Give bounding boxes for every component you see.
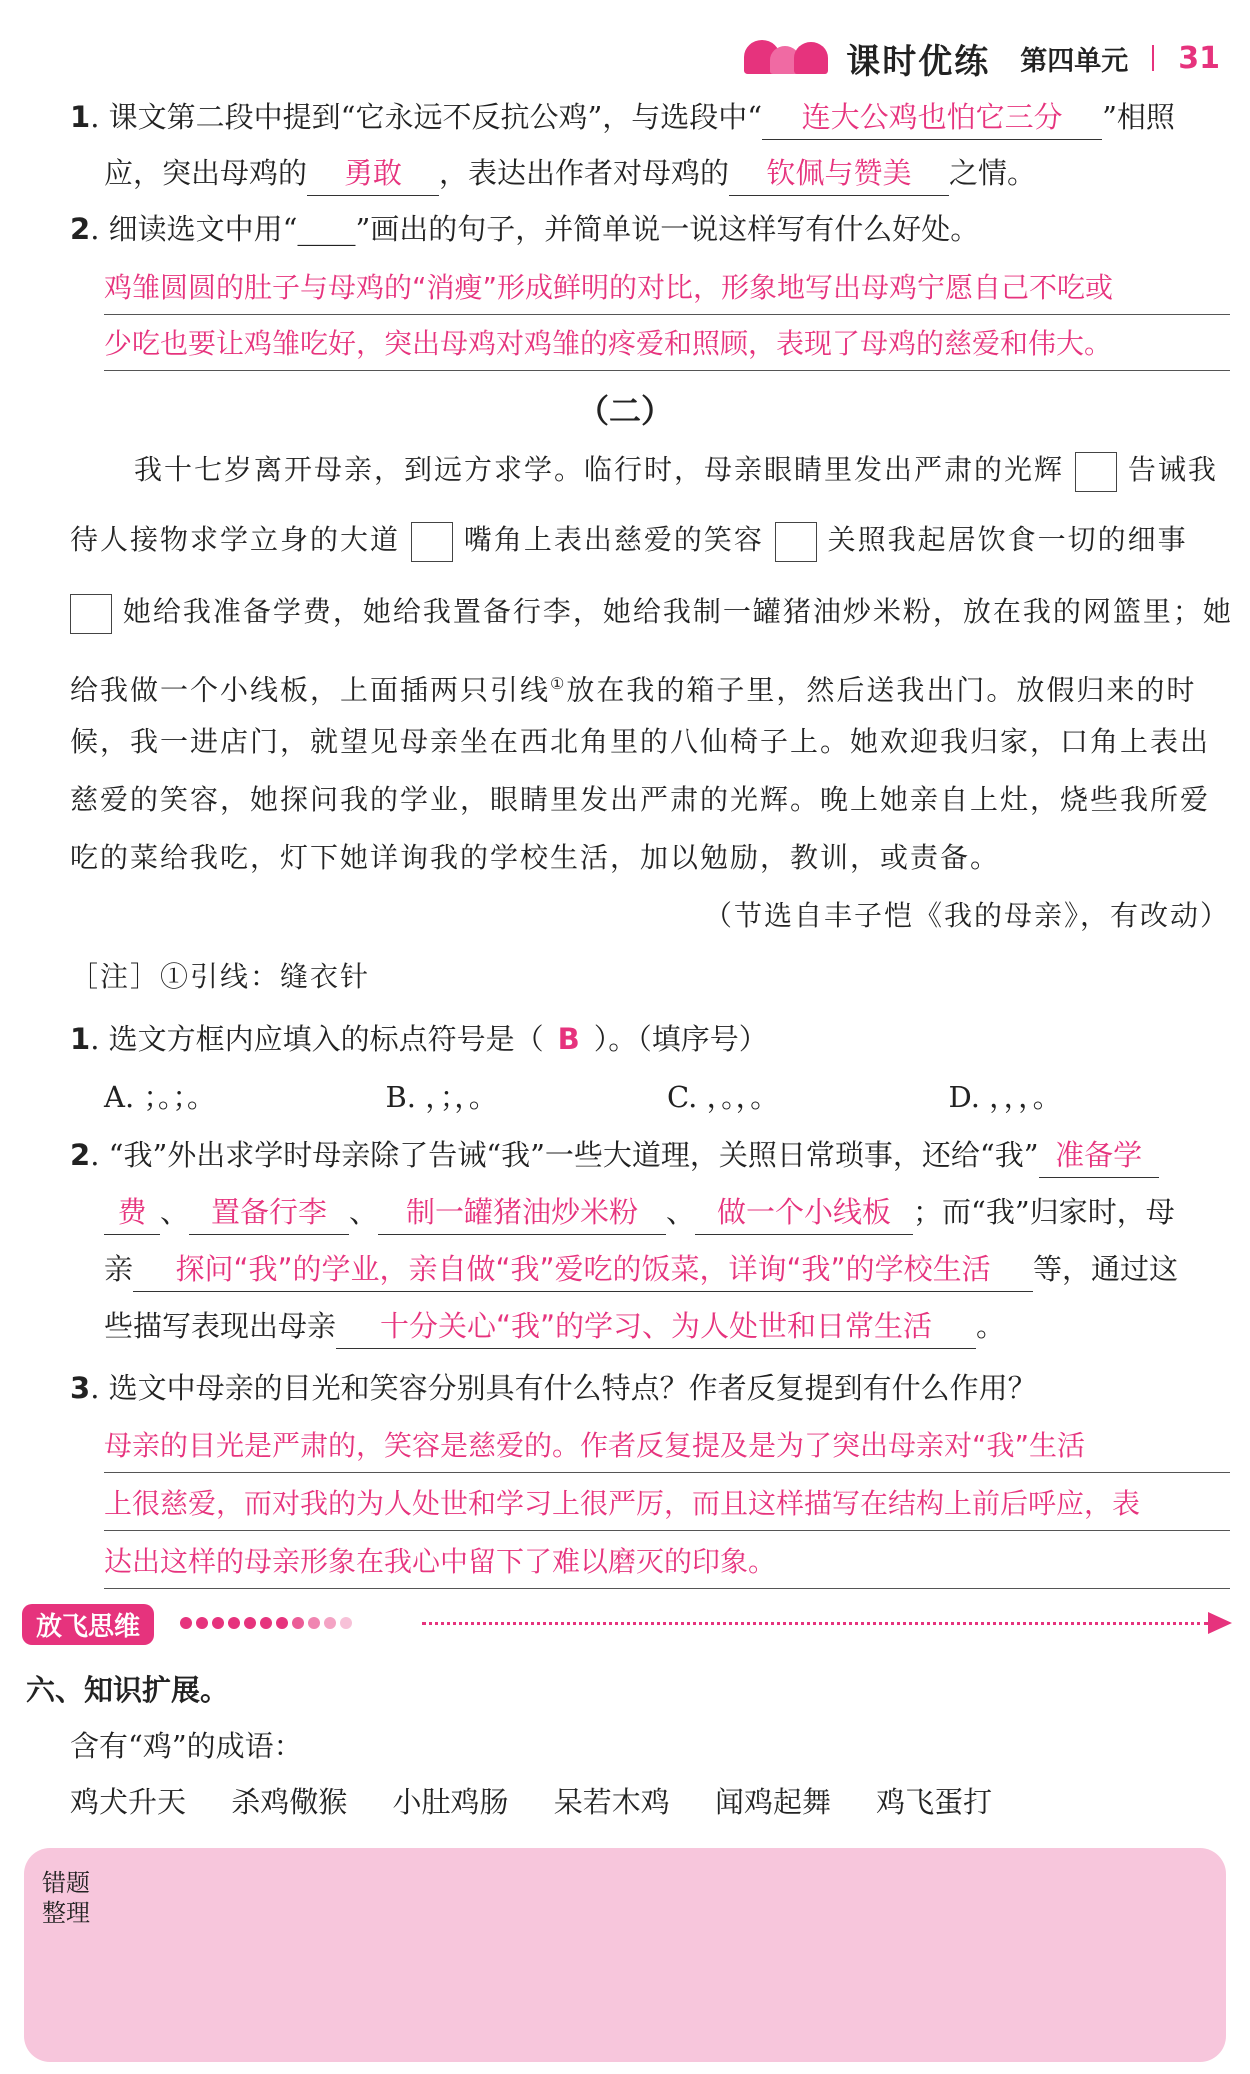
idiom-item: 呆若木鸡 — [553, 1785, 670, 1819]
error-label-line: 错题 — [42, 1869, 90, 1897]
passage-line — [70, 518, 1230, 562]
p2-q2-line4 — [104, 1304, 1230, 1349]
page-number: 31 — [1178, 40, 1220, 76]
section-six-title: 六、知识扩展。 — [26, 1673, 230, 1707]
passage-text: 给我做一个小线板，上面插两只引线 — [70, 673, 551, 707]
question-text: . 课文第二段中提到“它永远不反抗公鸡”，与选段中“ — [90, 100, 763, 134]
option-b: B. ，；，。 — [385, 1080, 498, 1114]
answer-blank: 钦佩与赞美 — [729, 151, 949, 196]
idiom-item: 闻鸡起舞 — [714, 1785, 831, 1819]
question-number: 3 — [70, 1371, 91, 1405]
dot-trail-icon — [180, 1617, 352, 1629]
p2-q1-line — [70, 1017, 1230, 1061]
question-text: ；而“我”归家时，母 — [913, 1195, 1175, 1229]
question-text: . “我”外出求学时母亲除了告诫“我”一些大道理，关照日常琐事，还给“我” — [90, 1138, 1039, 1172]
answer-blank: 准备学 — [1039, 1133, 1159, 1178]
question-text: . 选文中母亲的目光和笑容分别具有什么特点？作者反复提到有什么作用？ — [90, 1371, 1037, 1405]
answer-text: B — [557, 1022, 580, 1056]
brand-title: 课时优练 — [846, 41, 991, 82]
passage-line: 候，我一进店门，就望见母亲坐在西北角里的八仙椅子上。她欢迎我归家，口角上表出 — [70, 725, 1211, 758]
p2-q3-line — [70, 1366, 1230, 1410]
answer-line: 达出这样的母亲形象在我心中留下了难以磨灭的印象。 — [104, 1536, 1230, 1589]
passage-line — [70, 590, 1233, 634]
idiom-intro: 含有“鸡”的成语： — [70, 1729, 303, 1763]
q1-line1 — [70, 95, 1230, 140]
question-number: 2 — [70, 212, 91, 246]
page-header — [740, 28, 1220, 88]
footnote-mark: ① — [550, 674, 567, 693]
p2-q2-line3 — [104, 1247, 1230, 1292]
idiom-item: 鸡犬升天 — [70, 1785, 187, 1819]
passage-source: （节选自丰子恺《我的母亲》，有改动） — [703, 899, 1230, 932]
separator: 、 — [349, 1195, 379, 1229]
passage-text: 放在我的箱子里，然后送我出门。放假归来的时 — [566, 673, 1197, 707]
passage-text: 我十七岁离开母亲，到远方求学。临行时，母亲眼睛里发出严肃的光辉 — [134, 453, 1065, 486]
question-number: 1 — [70, 1022, 91, 1056]
footnote: ［注］①引线：缝衣针 — [70, 960, 371, 993]
error-notes-box[interactable] — [24, 1848, 1226, 2062]
punctuation-box — [1075, 452, 1117, 492]
separator: 、 — [160, 1195, 190, 1229]
punctuation-box — [775, 522, 817, 562]
answer-blank: 十分关心“我”的学习、为人处世和日常生活 — [336, 1304, 976, 1349]
answer-blank: 探问“我”的学业，亲自做“我”爱吃的饭菜，详询“我”的学校生活 — [133, 1247, 1033, 1292]
options-row — [104, 1075, 1230, 1119]
q2-line — [70, 207, 1230, 251]
passage-text: 嘴角上表出慈爱的笑容 — [463, 523, 764, 556]
answer-blank: 置备行李 — [189, 1190, 349, 1235]
question-text: 。 — [976, 1309, 1006, 1343]
punctuation-box — [70, 594, 112, 634]
passage-line — [70, 662, 1230, 712]
answer-blank: 连大公鸡也怕它三分 — [762, 95, 1102, 140]
brand-logo-icon — [740, 38, 832, 78]
option-a: A. ；。；。 — [104, 1080, 216, 1114]
header-divider — [1152, 45, 1154, 71]
separator: 、 — [666, 1195, 696, 1229]
passage-line: 慈爱的笑容，她探问我的学业，眼睛里发出严肃的光辉。晚上她亲自上灶，烧些我所爱 — [70, 783, 1211, 816]
answer-line: 少吃也要让鸡雏吃好，突出母鸡对鸡雏的疼爱和照顾，表现了母鸡的慈爱和伟大。 — [104, 318, 1230, 371]
idiom-item: 鸡飞蛋打 — [876, 1785, 993, 1819]
passage-text: 她给我准备学费，她给我置备行李，她给我制一罐猪油炒米粉，放在我的网篮里；她 — [122, 595, 1233, 628]
answer-line: 上很慈爱，而对我的为人处世和学习上很严厉，而且这样描写在结构上前后呼应，表 — [104, 1478, 1230, 1531]
question-text: ”相照 — [1102, 100, 1175, 134]
option-d: D. ，，，。 — [948, 1080, 1062, 1114]
answer-blank: 制一罐猪油炒米粉 — [378, 1190, 666, 1235]
extension-tag: 放飞思维 — [22, 1604, 154, 1645]
passage-text: 告诫我 — [1127, 453, 1218, 486]
question-text: ，表达出作者对母鸡的 — [439, 156, 730, 190]
unit-label: 第四单元 — [1020, 45, 1129, 77]
section-title: （二） — [576, 392, 673, 430]
arrow-right-icon — [1208, 1612, 1232, 1634]
question-text: 应，突出母鸡的 — [104, 156, 308, 190]
passage-text: 关照我起居饮食一切的细事 — [827, 523, 1188, 556]
extension-banner — [22, 1600, 1232, 1644]
question-number: 2 — [70, 1138, 91, 1172]
passage-line — [134, 448, 1230, 492]
question-text: 之情。 — [949, 156, 1037, 190]
question-number: 1 — [70, 100, 91, 134]
p2-q2-line2 — [104, 1190, 1230, 1235]
error-notes-label — [42, 1868, 90, 1928]
option-c: C. ，。，。 — [667, 1080, 780, 1114]
q1-line2 — [104, 151, 1250, 196]
answer-blank: 勇敢 — [307, 151, 439, 196]
question-text: . 细读选文中用“____”画出的句子，并简单说一说这样写有什么好处。 — [90, 212, 980, 246]
passage-text: 待人接物求学立身的大道 — [70, 523, 401, 556]
dotted-track — [422, 1622, 1208, 1625]
idiom-item: 小肚鸡肠 — [392, 1785, 509, 1819]
answer-line: 母亲的目光是严肃的，笑容是慈爱的。作者反复提及是为了突出母亲对“我”生活 — [104, 1420, 1230, 1473]
answer-blank: 做一个小线板 — [695, 1190, 913, 1235]
question-text: 些描写表现出母亲 — [104, 1309, 337, 1343]
question-text: 亲 — [104, 1252, 134, 1286]
punctuation-box — [411, 522, 453, 562]
p2-q2-line1 — [70, 1133, 1230, 1178]
question-text: . 选文方框内应填入的标点符号是（ — [90, 1022, 544, 1056]
answer-line: 鸡雏圆圆的肚子与母鸡的“消瘦”形成鲜明的对比，形象地写出母鸡宁愿自己不吃或 — [104, 262, 1230, 315]
idiom-list — [70, 1780, 1230, 1824]
question-text: ）。（填序号） — [593, 1022, 768, 1056]
passage-line: 吃的菜给我吃，灯下她详询我的学校生活，加以勉励，教训，或责备。 — [70, 841, 1001, 874]
question-text: 等，通过这 — [1033, 1252, 1179, 1286]
answer-blank: 费 — [104, 1190, 160, 1235]
error-label-line: 整理 — [42, 1899, 90, 1927]
idiom-item: 杀鸡儆猴 — [231, 1785, 348, 1819]
